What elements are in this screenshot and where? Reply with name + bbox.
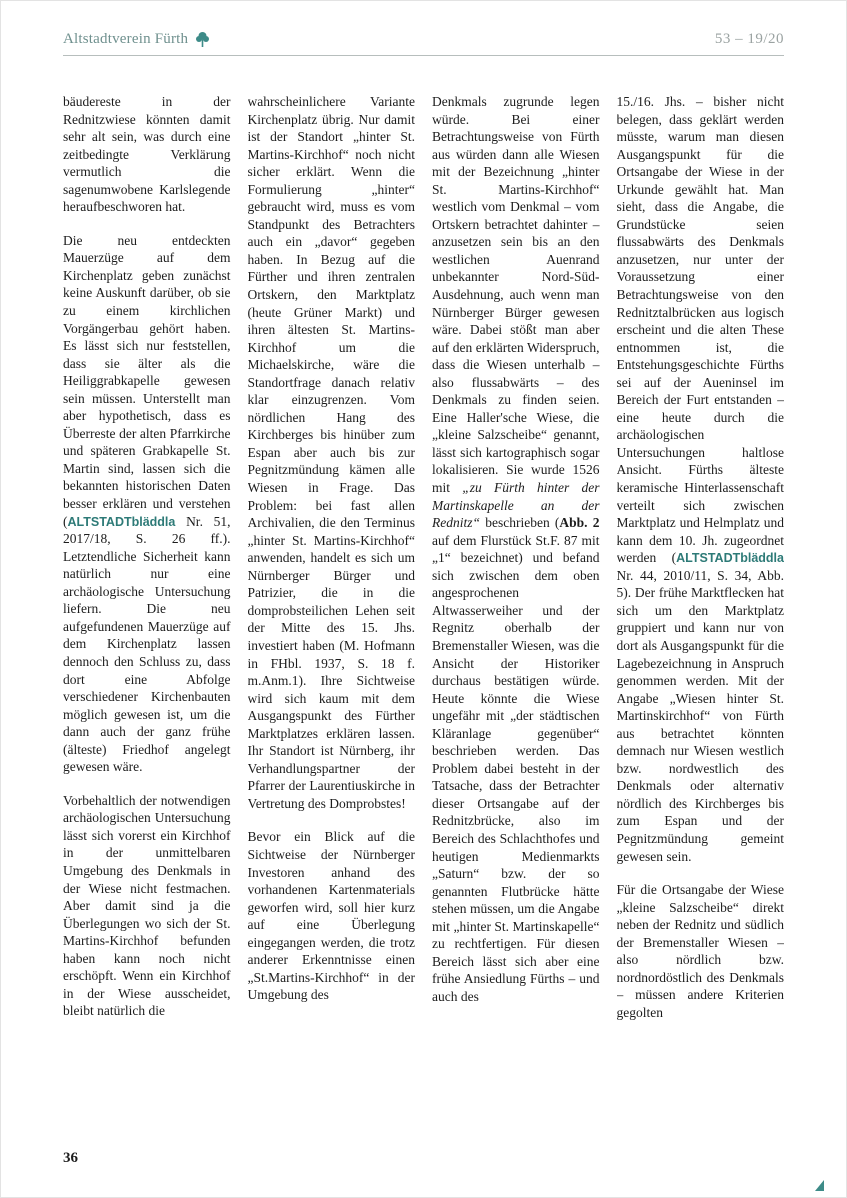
paragraph [617, 93, 785, 865]
article-body [63, 93, 784, 1135]
text-run: Abb. 2 [559, 515, 600, 531]
paragraph [248, 828, 416, 1003]
paragraph [432, 93, 600, 1005]
paragraph [248, 93, 416, 812]
text-run: 15./16. Jhs. – bisher nicht belegen, dass geklärt werden müsste, warum man diesen Ausgangspunkt für die Ortsangabe der Wiese in der Urkunde gewählt hat. Man sieht, dass die Angabe, die Grundstücke seien flussabwärts des Denkmals anzusetzen, nur unter der Voraussetzung einer Betrachtungsweise von den Rednitztalbrücken aus logisch erscheint und die alten These entnommen ist, die Entstehungsgeschichte Fürths sei auf der Aueninsel im Bereich der Furt entstanden – eine heute durch die archäologischen Untersuchungen haltlose Ansicht. Fürths älteste keramische Hinterlassenschaft verteilt sich zwischen Marktplatz und Helmplatz und kann dem 10. Jh. zugeordnet werden ( [616, 94, 784, 566]
header-issue: 53 – 19/20 [714, 31, 784, 47]
text-run: Denkmals zugrunde legen würde. Bei einer Betrachtungsweise von Fürth aus würden dann alle Wiesen mit der Bezeichnung „hinter St. Martins-Kirchhof“ westlich vom Denkmal – vom Ortskern betrachtet dahinter – anzusetzen sein bis an den westlichen Auenrand unbekannter Nord-Süd-Ausdehnung, auch wenn man Nürnberger Bürger gewesen wäre. Dabei stößt man aber auf den erklärten Widerspruch, dass die Wiesen unterhalb – also flussabwärts – des Denkmals zu finden seien. Eine Haller'sche Wiese, die „kleine Salzscheibe“ genannt, lässt sich kartographisch sogar lokalisieren. Sie wurde 1526 mit [432, 94, 600, 496]
page-header [63, 31, 784, 56]
text-run: beschrieben ( [480, 515, 560, 531]
text-run: Nr. 51, 2017/18, S. 26 ff.). Letztendliche Sicherheit kann natürlich nur eine archäologische Untersuchung liefern. Die neu aufgefundenen Mauerzüge auf dem Kirchenplatz lassen dennoch den Schluss zu, dass dort eine Abfolge verschiedener Kirchenbauten möglich gewesen ist, um die dann auch der ganz frühe (älteste) Friedhof angelegt gewesen wäre. [63, 513, 231, 775]
text-run: wahrscheinlichere Variante Kirchenplatz übrig. Nur damit ist der Standort „hinter St. Martins-Kirchhof“ noch nicht sicher erklärt. Wenn die Formulierung „hinter“ gebraucht wird, muss es vom Standpunkt des Betrachters auch ein „davor“ gegeben haben. In Bezug auf die Fürther und ihren zentralen Ortskern, den Marktplatz (heute Grüner Markt) und ihren ältesten St. Martins-Kirchhof um die Michaelskirche, wäre die Standortfrage danach relativ klar einzugrenzen. Vom nördlichen Hang des Kirchberges bis hinüber zum Espan aber auch bis zur Pegnitzmündung kämen alle Wiesen in Frage. Das Problem: bei fast allen Archivalien, die den Terminus „hinter St. Martins-Kirchhof“ anwenden, handelt es sich um Nürnberger Bürger und Patrizier, die in die domprobsteilichen Lehen seit der Mitte des 15. Jhs. investiert haben (M. Hofmann in FHbl. 1937, S. 18 f. m.Anm.1). Ihre Sichtweise wird sich kaum mit dem Ausgangspunkt des Fürther Marktplatzes erklären lassen. Ihr Standort ist Nürnberg, ihr Verhandlungspartner der Pfarrer der Laurentiuskirche in Vertretung des Domprobstes! [247, 94, 415, 811]
text-run: auf dem Flurstück St.F. 87 mit „1“ bezeichnet) und befand sich zwischen dem oben angesprochenen Altwasserweiher und der Regnitz oberhalb der Bremenstaller Wiesen, was die Ansicht der Historiker durchaus bestätigen würde. Heute könnte die Wiese ungefähr mit „der städtischen Kläranlage gegenüber“ beschrieben werden. Das Problem dabei besteht in der Tatsache, dass der Betrachter dieser Ortsangabe auf der Rednitzbrücke, also im Bereich des Schlachthofes und heutigen Medienmarkts „Saturn“ bzw. der so genannten Flutbrücke hätte stehen müssen, um die Angabe mit „hinter St. Martinskapelle“ zu rechtfertigen. Für diesen Bereich lässt sich aber eine frühe Ansiedlung Fürths – und auch des [432, 532, 600, 1004]
corner-mark-icon [815, 1180, 824, 1191]
text-column-3 [432, 93, 600, 1135]
tree-logo-icon [195, 31, 210, 48]
text-column-4 [617, 93, 785, 1135]
text-run: „zu Fürth hinter der Martinskapelle an der Rednitz“ [432, 480, 600, 531]
text-run: Nr. 44, 2010/11, S. 34, Abb. 5). Der frühe Marktflecken hat sich um den Marktplatz gruppiert und kann nur von dort als Ausgangspunkt für die Lagebezeichnung in Anspruch genommen werden. Mit der Angabe „Wiesen hinter St. Martinskirchhof“ von Fürth aus betrachtet könnten demnach nur Wiesen westlich bzw. nordwestlich des Denkmals oder alternativ nördlich des Kirchberges bis zum Espan und der Pegnitzmündung gemeint gewesen sein. [616, 567, 784, 864]
paragraph [63, 792, 231, 1020]
paragraph [63, 232, 231, 776]
paragraph [63, 93, 231, 216]
text-column-2 [248, 93, 416, 1135]
text-column-1 [63, 93, 231, 1135]
text-run: Bevor ein Blick auf die Sichtweise der Nürnberger Investoren anhand des vorhandenen Kartenmaterials geworfen wird, soll hier kurz auf eine Überlegung eingegangen werden, die trotz anderer Erkenntnisse einen „St.Martins-Kirchhof“ in der Umgebung des [247, 829, 415, 1003]
paragraph [617, 881, 785, 1021]
text-run: bäudereste in der Rednitzwiese könnten damit sehr alt sein, was durch eine zeitbedingte Verklärung vermutlich die sagenumwobene Karlslegende heraufbeschworen hat. [63, 94, 231, 215]
text-run: Die neu entdeckten Mauerzüge auf dem Kirchenplatz geben zunächst keine Auskunft darüber, ob sie zu einem kirchlichen Vorgängerbau gehört haben. Es lässt sich nur feststellen, dass sie älter als die Heiliggrabkapelle gewesen sein müssen. Unterstellt man aber hypothetisch, dass es Überreste der alten Pfarrkirche und späteren Grabkapelle St. Martin sind, lassen sich die bekannten historischen Daten besser erklären und verstehen ( [63, 232, 231, 529]
header-left [63, 31, 210, 48]
text-run: ALTSTADTbläddla [676, 551, 784, 566]
text-run: Vorbehaltlich der notwendigen archäologischen Untersuchung lässt sich vorerst ein Kirchhof in der unmittelbaren Umgebung des Denkmals in der Wiese nicht festmachen. Aber damit sind ja die Überlegungen wo sich der St. Martins-Kirchhof befunden haben kann noch nicht erschöpft. Wenn ein Kirchhof in der Wiese ausscheidet, bleibt natürlich die [63, 792, 231, 1019]
page-number: 36 [63, 1150, 78, 1166]
text-run: ALTSTADTbläddla [67, 514, 176, 529]
text-run: Für die Ortsangabe der Wiese „kleine Salzscheibe“ direkt neben der Rednitz und südlich der Bremenstaller Wiesen – also nördlich bzw. nordnordöstlich des Denkmals – müssen andere Kriterien gegolten [616, 882, 784, 1020]
header-title: Altstadtverein Fürth [63, 31, 189, 47]
